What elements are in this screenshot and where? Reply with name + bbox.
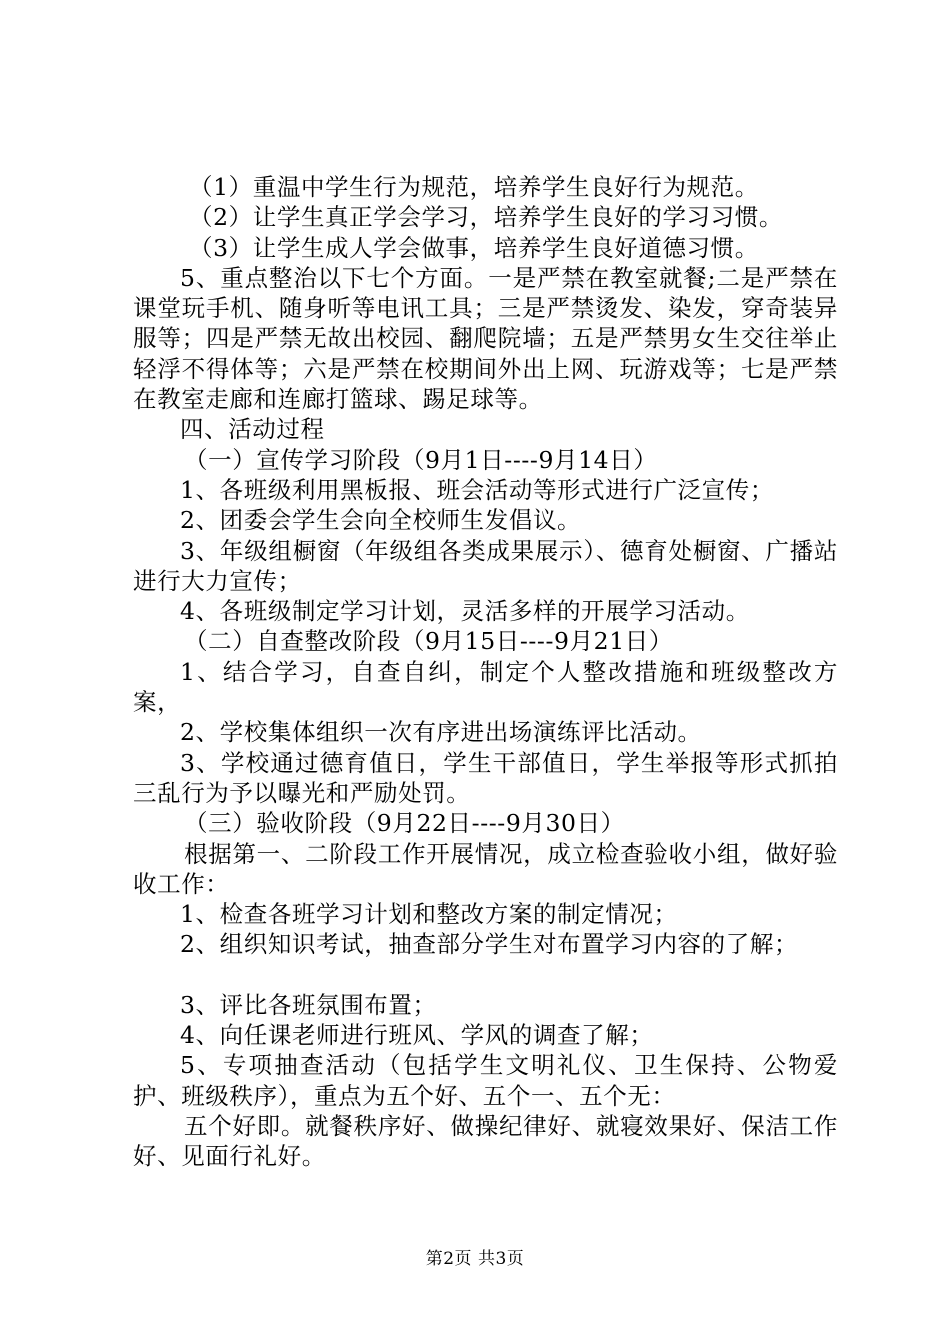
blank-line [133, 960, 838, 990]
paragraph-stage1-item4: 4、各班级制定学习计划，灵活多样的开展学习活动。 [180, 597, 750, 626]
paragraph-rectify-seven: 5、重点整治以下七个方面。一是严禁在教室就餐;二是严禁在课堂玩手机、随身听等电讯工具；三是严禁烫发、染发，穿奇装异服等；四是严禁无故出校园、翻爬院墙；五是严禁男女生交往举止轻浮不得体等；六是严禁在校期间外出上网、玩游戏等；七是严禁在教室走廊和连廊打篮球、踢足球等。 [133, 263, 838, 414]
paragraph-stage1-item1: 1、各班级利用黑板报、班会活动等形式进行广泛宣传； [180, 475, 774, 504]
paragraph-objective-1: （1）重温中学生行为规范，培养学生良好行为规范。 [189, 173, 759, 201]
section-heading-process: 四、活动过程 [180, 415, 325, 444]
paragraph-stage3-item5: 5、专项抽查活动（包括学生文明礼仪、卫生保持、公物爱护、班级秩序），重点为五个好、五个一、五个无： [133, 1051, 838, 1110]
paragraph-stage3-item3: 3、评比各班氛围布置； [180, 990, 437, 1019]
paragraph-stage3-intro: 根据第一、二阶段工作开展情况，成立检查验收小组，做好验收工作： [133, 839, 838, 898]
paragraph-objective-3: （3）让学生成人学会做事，培养学生良好道德习惯。 [189, 233, 759, 262]
paragraph-stage3-item2: 2、组织知识考试，抽查部分学生对布置学习内容的了解； [180, 930, 799, 959]
paragraph-stage2-item3: 3、学校通过德育值日，学生干部值日，学生举报等形式抓拍三乱行为予以曝光和严励处罚。 [133, 748, 838, 807]
page-footer: 第2页 共3页 [425, 1249, 525, 1269]
stage-heading-1: （一）宣传学习阶段（9月1日----9月14日） [184, 445, 658, 474]
paragraph-stage2-item2: 2、学校集体组织一次有序进出场演练评比活动。 [180, 718, 702, 747]
paragraph-stage1-item2: 2、团委会学生会向全校师生发倡议。 [180, 506, 582, 535]
paragraph-five-goods: 五个好即。就餐秩序好、做操纪律好、就寝效果好、保洁工作好、见面行礼好。 [133, 1111, 838, 1171]
paragraph-stage3-item1: 1、检查各班学习计划和整改方案的制定情况； [180, 900, 678, 929]
paragraph-stage1-item3: 3、年级组橱窗（年级组各类成果展示）、德育处橱窗、广播站进行大力宣传； [133, 536, 838, 595]
paragraph-stage3-item4: 4、向任课老师进行班风、学风的调查了解； [180, 1021, 654, 1050]
stage-heading-2: （二）自查整改阶段（9月15日----9月21日） [184, 627, 673, 656]
paragraph-stage2-item1: 1、结合学习，自查自纠，制定个人整改措施和班级整改方案， [133, 657, 838, 717]
document-body [133, 172, 838, 1172]
stage-heading-3: （三）验收阶段（9月22日----9月30日） [184, 809, 625, 838]
paragraph-objective-2: （2）让学生真正学会学习，培养学生良好的学习习惯。 [189, 203, 783, 232]
